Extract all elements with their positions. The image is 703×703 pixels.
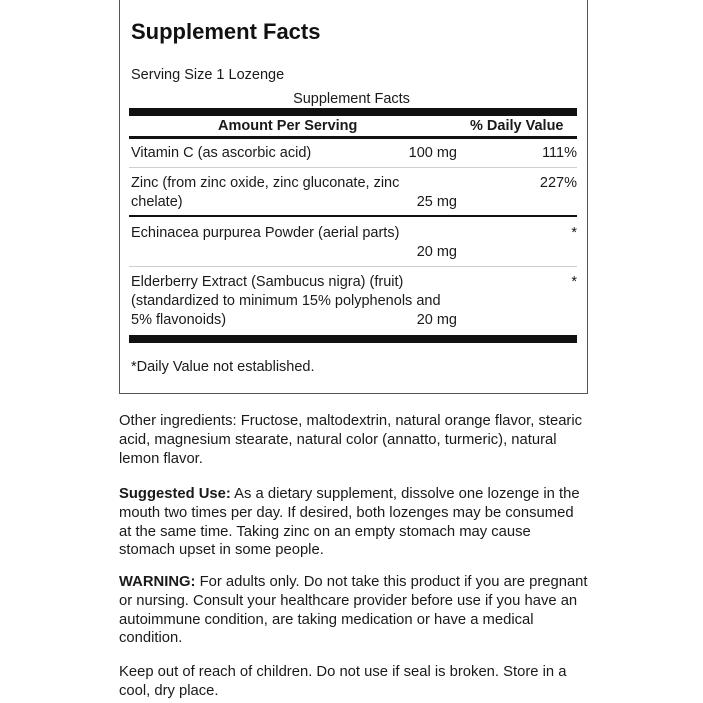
nutrient-name: Echinacea purpurea Powder (aerial parts) xyxy=(131,225,400,241)
nutrient-daily-value: * xyxy=(571,225,577,241)
other-ingredients: Other ingredients: Fructose, maltodextrin, natural orange flavor, stearic acid, magnesium stearate, natural color (annatto, turmeric), natural lemon flavor. xyxy=(119,413,583,467)
header-amount-per-serving: Amount Per Serving xyxy=(218,118,358,134)
nutrient-name: Elderberry Extract (Sambucus nigra) (fruit) (standardized to minimum 15% polyphenols and 5% flavonoids) xyxy=(131,274,441,328)
suggested-use-label: Suggested Use: xyxy=(119,486,231,502)
section-rule xyxy=(129,215,577,217)
nutrient-daily-value: 111% xyxy=(542,145,577,161)
warning-text: For adults only. Do not take this product if you are pregnant or nursing. Consult your healthcare provider before use if you have an autoimmune condition, are taking medication or have a medical condition. xyxy=(119,574,588,647)
panel-subtitle: Supplement Facts xyxy=(293,91,410,107)
nutrient-daily-value: 227% xyxy=(539,175,577,191)
nutrient-amount: 20 mg xyxy=(416,312,457,328)
header-daily-value: % Daily Value xyxy=(470,118,564,134)
nutrient-amount: 25 mg xyxy=(416,194,457,210)
nutrient-amount: 20 mg xyxy=(416,244,457,260)
suggested-use xyxy=(119,485,589,560)
thick-rule-bottom xyxy=(129,335,577,343)
nutrient-name: Zinc (from zinc oxide, zinc gluconate, zinc chelate) xyxy=(131,175,400,210)
warning xyxy=(119,573,589,648)
serving-size: Serving Size 1 Lozenge xyxy=(131,67,285,83)
nutrient-daily-value: * xyxy=(571,274,577,290)
suggested-use-text: As a dietary supplement, dissolve one lozenge in the mouth two times per day. If desired, both lozenges may be consumed at the same time. Taking zinc on an empty stomach may cause stomach upset in some people. xyxy=(119,486,580,559)
row-divider xyxy=(129,266,577,267)
panel-subtitle-wrap xyxy=(0,91,703,107)
storage-instructions: Keep out of reach of children. Do not use if seal is broken. Store in a cool, dry place. xyxy=(119,664,567,699)
panel-title: Supplement Facts xyxy=(131,19,321,44)
warning-label: WARNING: xyxy=(119,574,196,590)
nutrient-amount: 100 mg xyxy=(408,145,457,161)
nutrient-name: Vitamin C (as ascorbic acid) xyxy=(131,145,312,161)
row-divider xyxy=(129,167,577,168)
thick-rule-top xyxy=(129,108,577,116)
footnote: *Daily Value not established. xyxy=(131,359,315,375)
medium-rule xyxy=(129,136,577,139)
